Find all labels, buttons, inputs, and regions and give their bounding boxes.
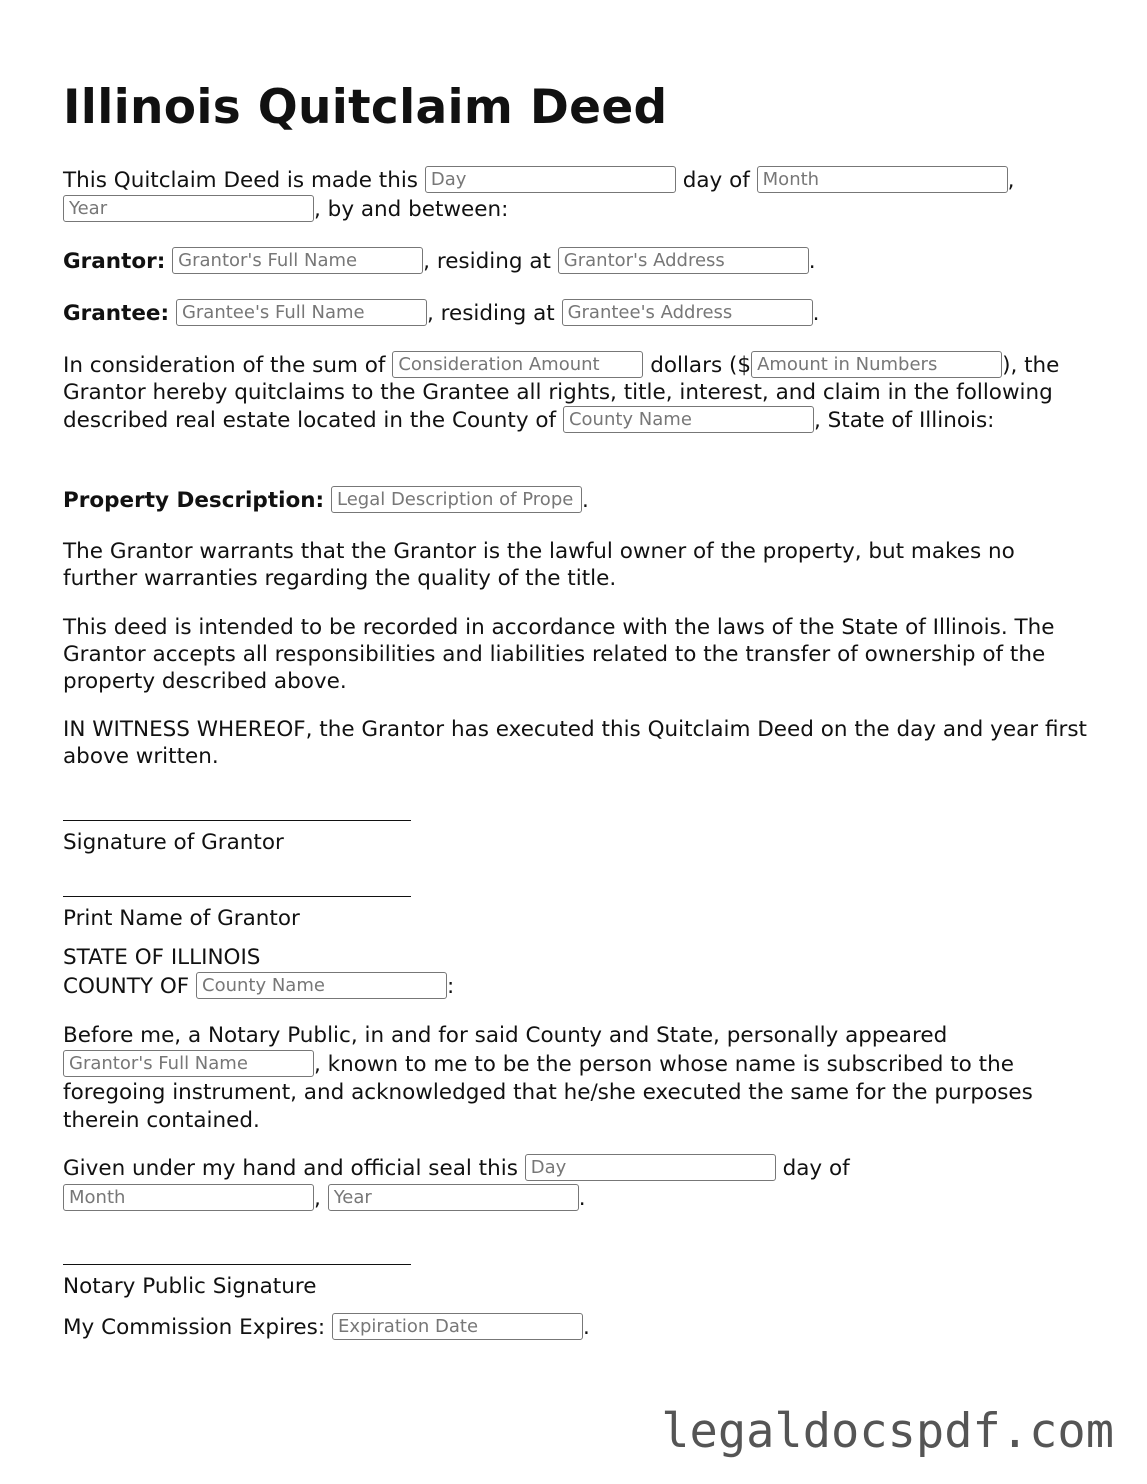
property-label: Property Description: xyxy=(63,488,325,513)
given-comma: , xyxy=(314,1186,321,1211)
recording-paragraph: This deed is intended to be recorded in accordance with the laws of the State of Illinois. The Grantor accepts all responsibilities and liabilities related to the transfer of ownership of the property described above. xyxy=(63,615,1055,694)
expiration-date-input[interactable]: Expiration Date xyxy=(332,1313,583,1340)
grantee-address-input[interactable]: Grantee's Address xyxy=(562,299,813,326)
consideration-text: In consideration of the sum of xyxy=(63,353,386,378)
consideration-text: ), the Grantor hereby quitclaims to the Grantee all rights, title, interest, and claim in the following described real estate located in the County of xyxy=(63,353,1060,433)
grantor-signature-line[interactable] xyxy=(63,820,411,821)
state-label: STATE OF ILLINOIS xyxy=(63,945,261,970)
given-paragraph xyxy=(63,1154,1093,1214)
property-line xyxy=(63,486,1093,514)
notary-text: , known to me to be the person whose name is subscribed to the foregoing instrument, and acknowledged that he/she executed the same for the purposes therein contained. xyxy=(63,1052,1033,1133)
month-input[interactable]: Month xyxy=(757,166,1008,193)
year-input[interactable]: Year xyxy=(63,195,314,222)
given-text: Given under my hand and official seal this xyxy=(63,1156,518,1181)
grantor-print-label: Print Name of Grantor xyxy=(63,906,300,931)
grantee-residing-text: , residing at xyxy=(426,301,555,326)
grantor-signature-block xyxy=(63,796,1093,856)
consideration-text: dollars ($ xyxy=(650,353,752,378)
county-name-input[interactable]: County Name xyxy=(563,406,814,433)
grantee-label: Grantee: xyxy=(63,301,170,326)
given-end: . xyxy=(578,1186,586,1211)
notary-signature-line[interactable] xyxy=(63,1264,411,1265)
grantor-residing-text: , residing at xyxy=(423,249,551,274)
given-text: day of xyxy=(782,1156,850,1181)
warranty-paragraph: The Grantor warrants that the Grantor is the lawful owner of the property, but makes no further warranties regarding the quality of the title. xyxy=(63,539,1015,591)
county-end: : xyxy=(447,974,455,999)
consideration-text: , State of Illinois: xyxy=(813,408,995,433)
grantor-end: . xyxy=(808,249,816,274)
intro-text: This Quitclaim Deed is made this xyxy=(63,168,419,193)
intro-text: , xyxy=(1007,168,1015,193)
notary-grantor-name-input[interactable]: Grantor's Full Name xyxy=(63,1050,314,1077)
grantor-print-line[interactable] xyxy=(63,896,411,897)
intro-text: day of xyxy=(682,168,750,193)
grantor-line xyxy=(63,247,1093,275)
seal-month-input[interactable]: Month xyxy=(63,1184,314,1211)
commission-line xyxy=(63,1313,1093,1341)
county-of-label: COUNTY OF xyxy=(63,974,190,999)
grantee-line xyxy=(63,299,1093,327)
notary-signature-block xyxy=(63,1240,1093,1300)
consideration-paragraph xyxy=(63,351,1093,434)
notary-county-input[interactable]: County Name xyxy=(196,972,447,999)
grantee-name-input[interactable]: Grantee's Full Name xyxy=(176,299,427,326)
intro-paragraph xyxy=(63,166,1093,224)
notary-signature-label: Notary Public Signature xyxy=(63,1274,317,1299)
site-watermark: legaldocspdf.com xyxy=(661,1404,1114,1459)
commission-end: . xyxy=(582,1315,590,1340)
consideration-amount-input[interactable]: Consideration Amount xyxy=(392,351,643,378)
property-end: . xyxy=(581,488,589,513)
seal-year-input[interactable]: Year xyxy=(328,1184,579,1211)
grantor-print-block xyxy=(63,872,1093,932)
property-description-input[interactable]: Legal Description of Prope xyxy=(331,486,582,513)
grantor-name-input[interactable]: Grantor's Full Name xyxy=(172,247,423,274)
notary-paragraph xyxy=(63,1022,1093,1135)
notary-text: Before me, a Notary Public, in and for said County and State, personally appeared xyxy=(63,1023,948,1048)
amount-numbers-input[interactable]: Amount in Numbers xyxy=(751,351,1002,378)
witness-paragraph: IN WITNESS WHEREOF, the Grantor has executed this Quitclaim Deed on the day and year first above written. xyxy=(63,717,1087,769)
page-title: Illinois Quitclaim Deed xyxy=(63,80,668,135)
seal-day-input[interactable]: Day xyxy=(525,1154,776,1181)
grantor-label: Grantor: xyxy=(63,249,166,274)
commission-label: My Commission Expires: xyxy=(63,1315,326,1340)
state-county-block xyxy=(63,944,1093,1001)
grantor-signature-label: Signature of Grantor xyxy=(63,830,284,855)
grantee-end: . xyxy=(812,301,820,326)
intro-text: , by and between: xyxy=(314,197,509,222)
day-input[interactable]: Day xyxy=(425,166,676,193)
grantor-address-input[interactable]: Grantor's Address xyxy=(558,247,809,274)
